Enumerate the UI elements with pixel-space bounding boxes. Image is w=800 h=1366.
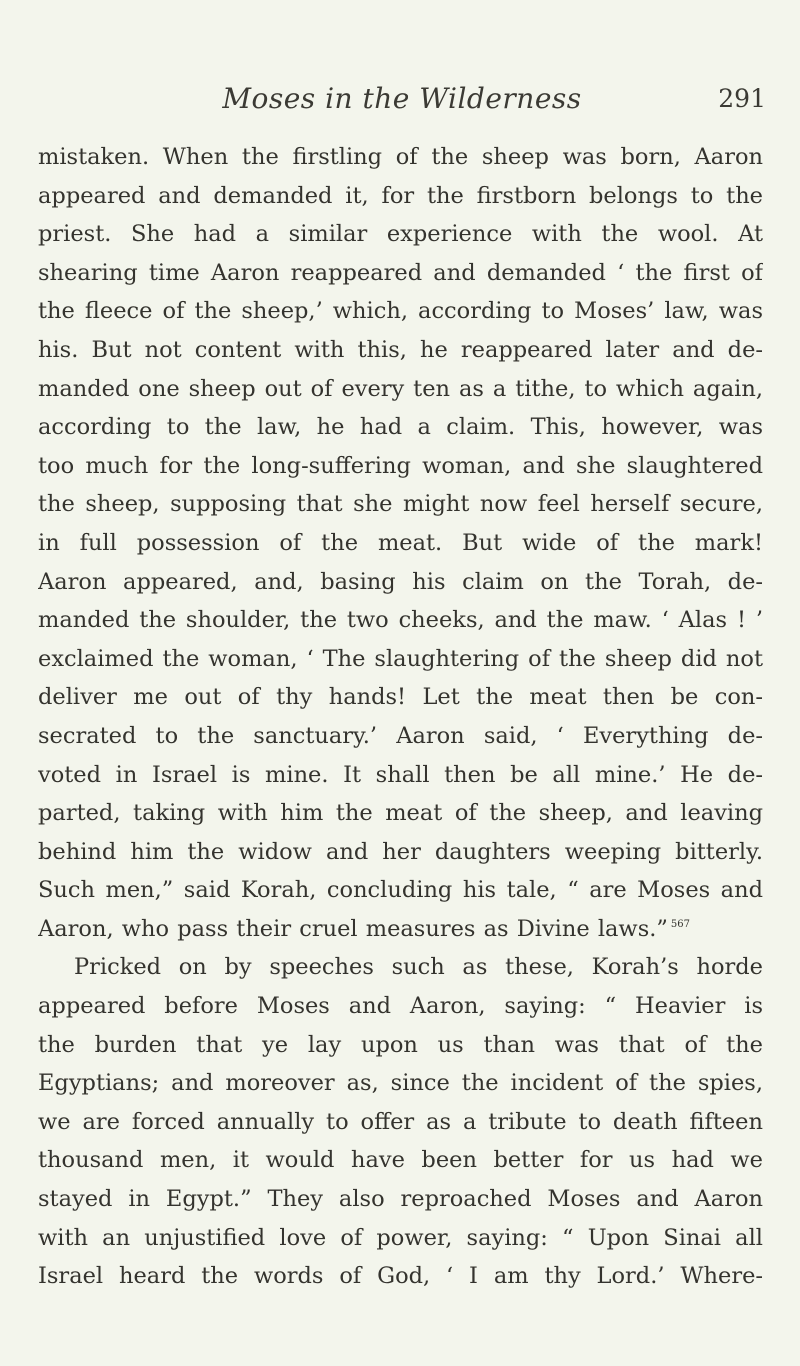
text-line: secrated to the sanctuary.’ Aaron said, ‘ Everything de- [38,722,763,749]
text-line: Israel heard the words of God, ‘ I am thy Lord.’ Where- [38,1263,763,1290]
text-line: manded one sheep out of every ten as a tithe, to which again, [38,375,763,402]
text-line: parted, taking with him the meat of the sheep, and leaving [38,800,763,827]
text-line: Aaron appeared, and, basing his claim on the Torah, de- [38,568,763,595]
text-line-with-footnote [38,910,763,949]
text-line-content: Aaron, who pass their cruel measures as Divine laws.” [38,915,668,942]
text-line: we are forced annually to offer as a tribute to death fifteen [38,1108,763,1135]
text-line: stayed in Egypt.” They also reproached Moses and Aaron [38,1186,763,1213]
footnote-reference: 567 [670,919,690,931]
text-line: appeared and demanded it, for the firstborn belongs to the [38,182,763,209]
running-head [38,82,766,122]
text-line: appeared before Moses and Aaron, saying: “ Heavier is [38,993,763,1020]
text-line: the sheep, supposing that she might now feel herself secure, [38,491,763,518]
running-title: Moses in the Wilderness [222,82,582,115]
text-line: Such men,” said Korah, concluding his tale, “ are Moses and [38,877,763,904]
text-line: voted in Israel is mine. It shall then be all mine.’ He de- [38,761,763,788]
text-line: exclaimed the woman, ‘ The slaughtering of the sheep did not [38,645,763,672]
text-line: mistaken. When the firstling of the sheep was born, Aaron [38,144,763,170]
body-text [38,138,763,1296]
text-line: Egyptians; and moreover as, since the incident of the spies, [38,1070,763,1097]
text-line: the fleece of the sheep,’ which, according to Moses’ law, was [38,298,763,325]
text-line: with an unjustified love of power, saying: “ Upon Sinai all [38,1224,763,1251]
text-line: according to the law, he had a claim. This, however, was [38,414,763,441]
text-line: too much for the long-suffering woman, and she slaughtered [38,452,763,479]
text-line: shearing time Aaron reappeared and demanded ‘ the first of [38,259,763,286]
text-line: in full possession of the meat. But wide of the mark! [38,529,763,556]
paragraph-start-line: Pricked on by speeches such as these, Korah’s horde [74,954,763,981]
text-line: priest. She had a similar experience with the wool. At [38,221,763,248]
text-line: thousand men, it would have been better for us had we [38,1147,763,1174]
page-number: 291 [718,84,766,113]
text-line: deliver me out of thy hands! Let the meat then be con- [38,684,763,711]
text-line: his. But not content with this, he reappeared later and de- [38,336,763,363]
text-line: the burden that ye lay upon us than was that of the [38,1031,763,1058]
text-line: manded the shoulder, the two cheeks, and the maw. ‘ Alas ! ’ [38,607,763,634]
text-line: behind him the widow and her daughters weeping bitterly. [38,838,763,865]
